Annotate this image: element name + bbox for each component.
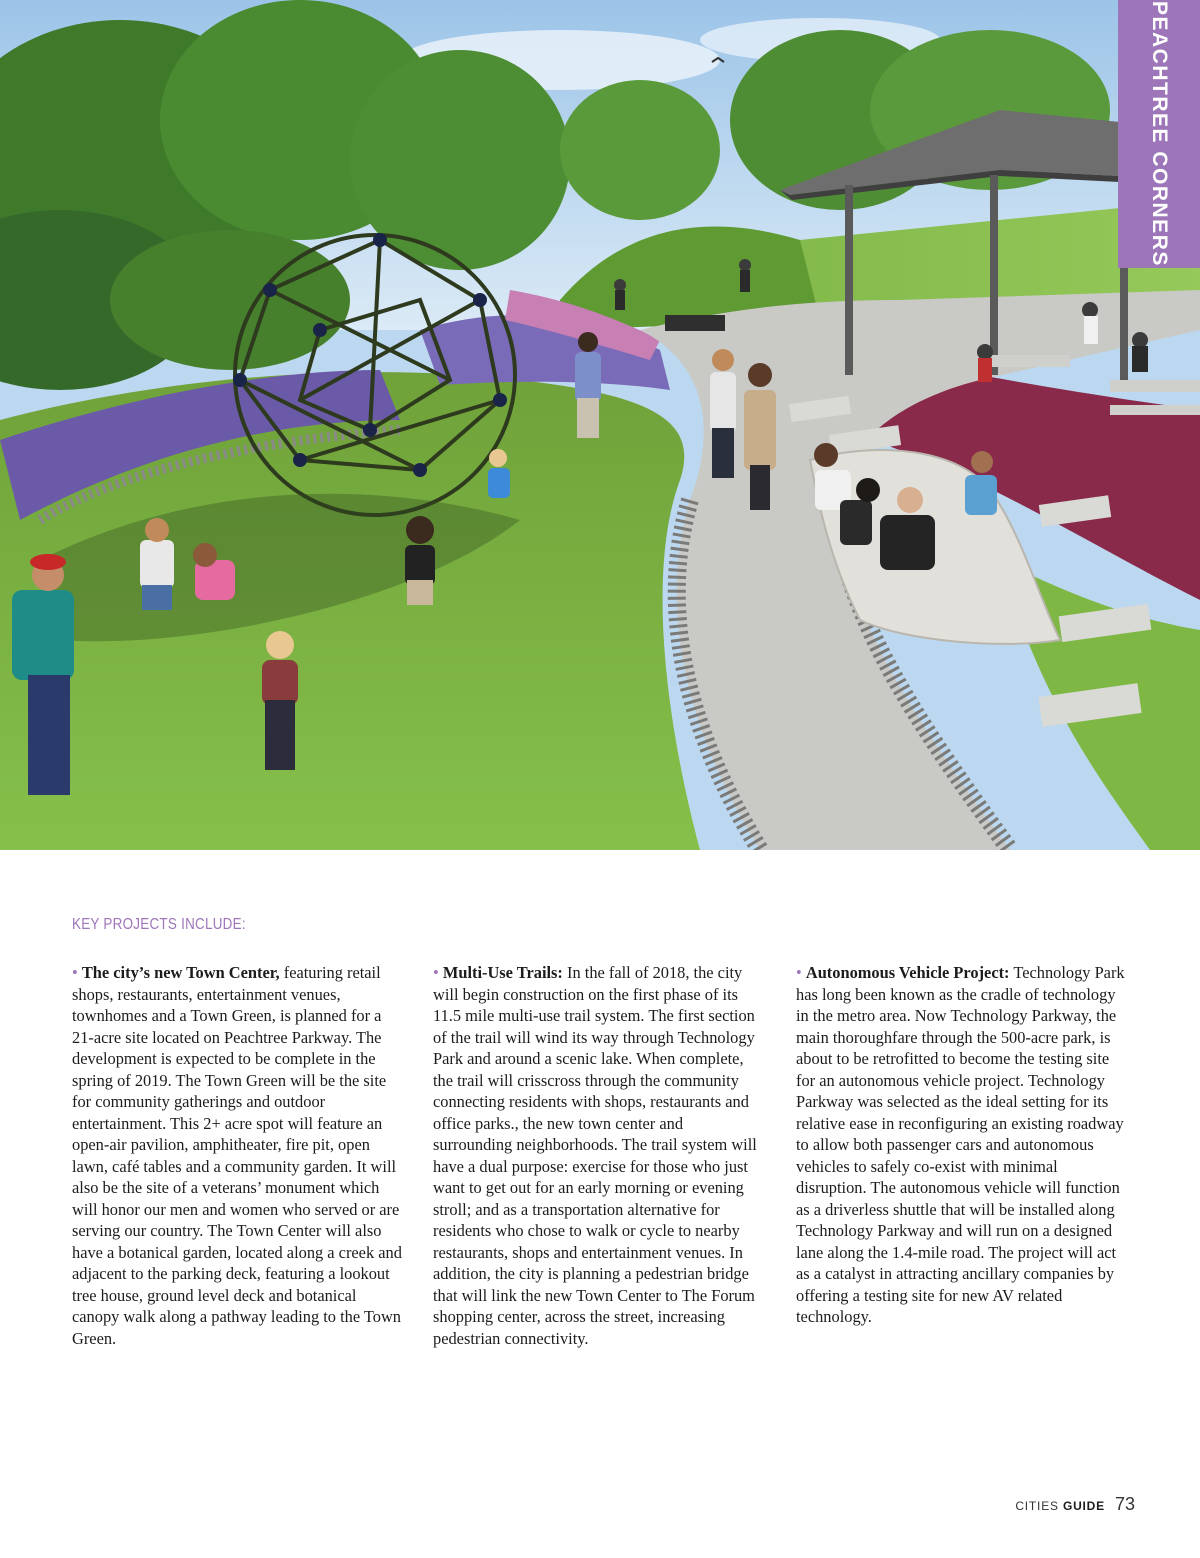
brand-bold: GUIDE <box>1062 1499 1105 1513</box>
lead-text: The city’s new Town Center, <box>81 963 280 982</box>
publication-name <box>1015 1499 1105 1513</box>
brand-light: CITIES <box>1015 1499 1059 1513</box>
lead-text: Multi-Use Trails: <box>442 963 563 982</box>
page-footer <box>1015 1494 1135 1515</box>
paragraph <box>72 962 402 1349</box>
bullet: • <box>433 963 439 982</box>
column-town-center <box>72 962 402 1349</box>
column-multi-use-trails <box>433 962 763 1349</box>
paragraph <box>796 962 1126 1328</box>
page-number: 73 <box>1114 1494 1135 1514</box>
section-heading: KEY PROJECTS INCLUDE: <box>72 916 246 933</box>
lead-text: Autonomous Vehicle Project: <box>805 963 1010 982</box>
body-text: featuring retail shops, restaurants, entertainment venues, townhomes and a Town Green, is planned for a 21-acre site located on Peachtree Parkway. The development is expected to be complete in the spring of 2019. The Town Green will be the site for community gatherings and outdoor entertainment. This 2+ acre spot will feature an open-air pavilion, amphitheater, fire pit, open lawn, café tables and a community garden. It will also be the site of a veterans’ monument which will honor our men and women who served or are serving our country. The Town Center will also have a botanical garden, located along a creek and adjacent to the parking deck, featuring a lookout tree house, ground level deck and botanical canopy walk along a pathway leading to the Town Green. <box>72 963 402 1348</box>
section-tab-label: PEACHTREE CORNERS <box>1148 1 1171 267</box>
body-text: In the fall of 2018, the city will begin construction on the first phase of its 11.5 mile multi-use trail system. The first section of the trail will wind its way through Technology Park and around a scenic lake. When complete, the trail will crisscross through the community connecting residents with shops, restaurants and office parks., the new town center and surrounding neighborhoods. The trail system will have a dual purpose: exercise for those who just want to get out for an early morning or evening stroll; and as a transportation alternative for residents who chose to walk or cycle to nearby restaurants, shops and entertainment venues. In addition, the city is planning a pedestrian bridge that will link the new Town Center to The Forum shopping center, across the street, increasing pedestrian connectivity. <box>433 963 757 1348</box>
body-text: Technology Park has long been known as the cradle of technology in the metro area. Now Technology Parkway, the main thoroughfare through the 500-acre park, is about to be retrofitted to become the testing site for an autonomous vehicle project. Technology Parkway was selected as the ideal setting for its relative ease in reconfiguring an existing roadway to allow both passenger cars and autonomous vehicles to safely co-exist with minimal disruption. The autonomous vehicle will function as a driverless shuttle that will be installed along Technology Parkway and will run on a designed lane along the 1.4-mile road. The project will act as a catalyst in attracting ancillary companies by offering a testing site for new AV related technology. <box>796 963 1125 1326</box>
section-tab <box>1118 0 1200 268</box>
bullet: • <box>796 963 802 982</box>
column-autonomous-vehicle <box>796 962 1126 1328</box>
bullet: • <box>72 963 78 982</box>
paragraph <box>433 962 763 1349</box>
